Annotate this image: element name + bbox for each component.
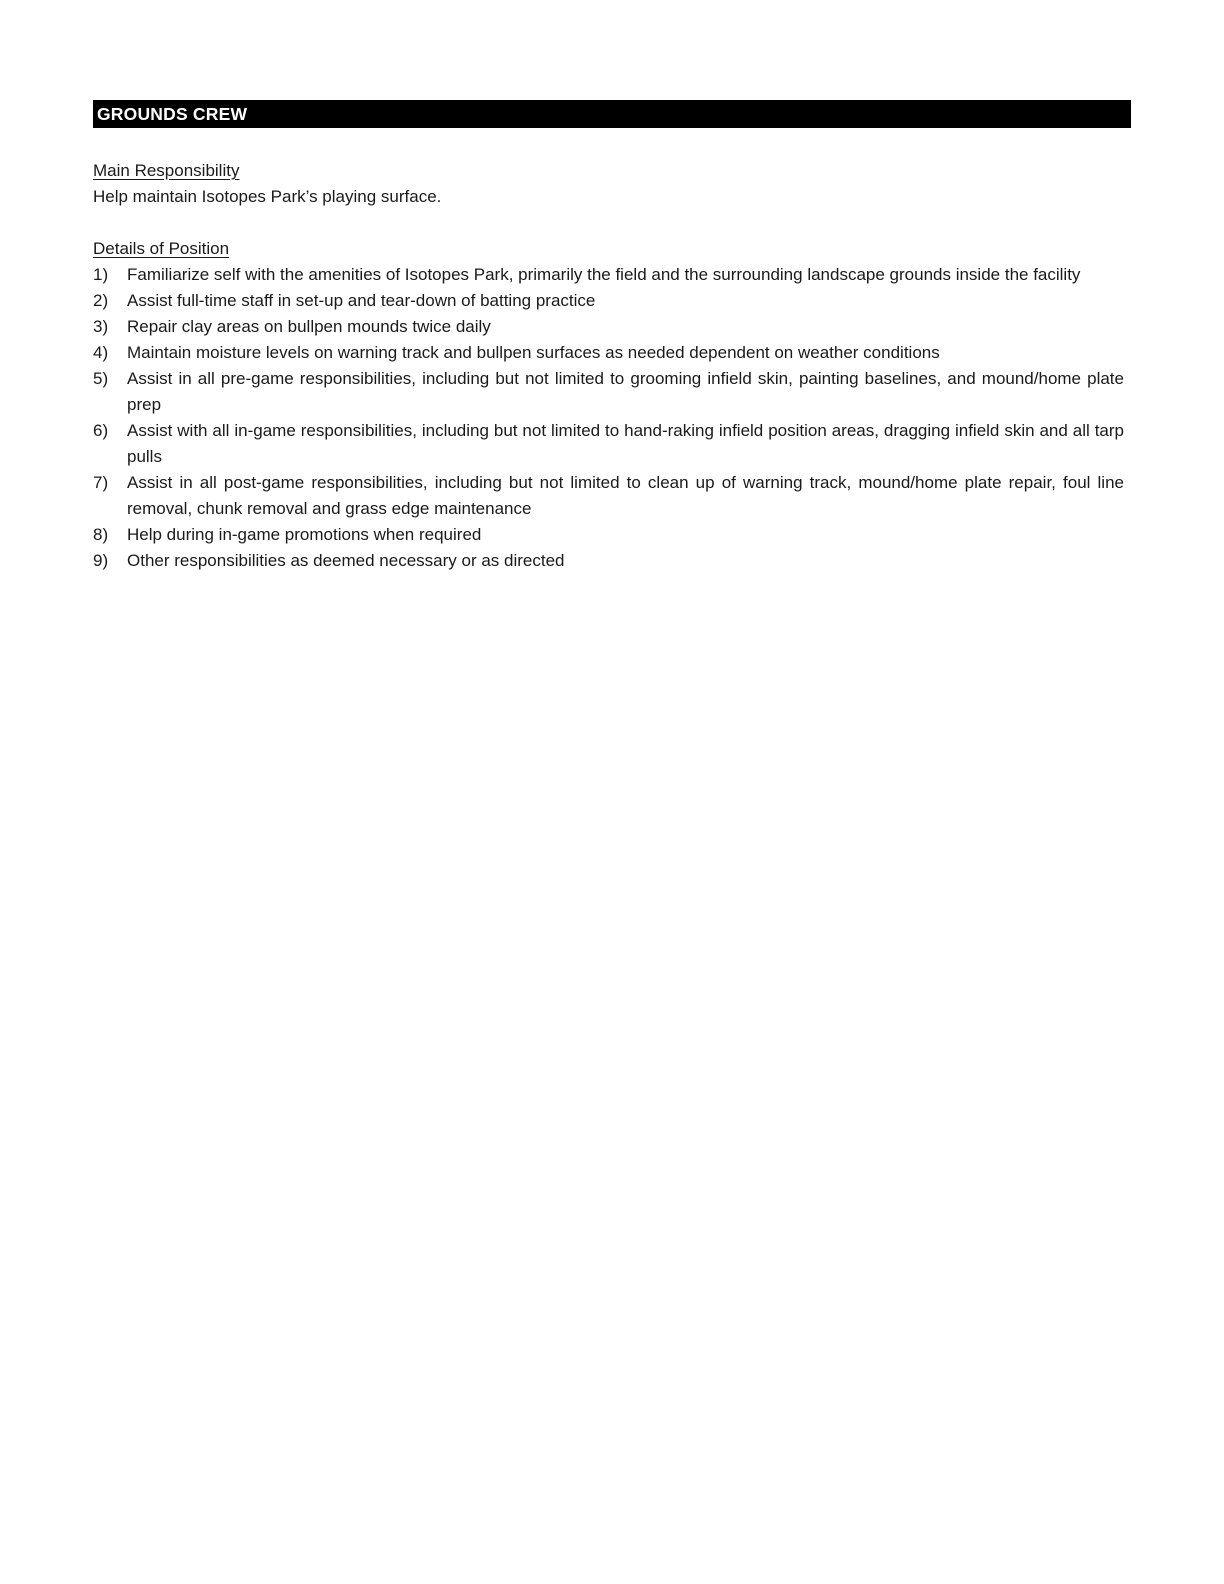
list-item-text: Other responsibilities as deemed necessary or as directed xyxy=(127,551,565,570)
details-list xyxy=(93,262,1124,574)
details-of-position-heading: Details of Position xyxy=(93,239,230,258)
page-content xyxy=(93,100,1131,574)
list-item-number: 5) xyxy=(93,369,109,388)
list-item xyxy=(93,262,1124,288)
list-item-number: 1) xyxy=(93,265,109,284)
list-item-text: Assist in all post-game responsibilities, including but not limited to clean up of warning track, mound/home plate repair, foul line removal, chunk removal and grass edge maintenance xyxy=(127,473,1124,518)
list-item-number: 6) xyxy=(93,421,109,440)
list-item xyxy=(93,548,1124,574)
main-responsibility-text: Help maintain Isotopes Park’s playing surface. xyxy=(93,187,442,206)
list-item xyxy=(93,366,1124,418)
list-item xyxy=(93,314,1124,340)
list-item-number: 4) xyxy=(93,343,109,362)
list-item-number: 8) xyxy=(93,525,109,544)
list-item-number: 7) xyxy=(93,473,109,492)
list-item-number: 2) xyxy=(93,291,109,310)
list-item xyxy=(93,288,1124,314)
list-item-number: 3) xyxy=(93,317,109,336)
list-item-text: Maintain moisture levels on warning track and bullpen surfaces as needed dependent on weather conditions xyxy=(127,343,940,362)
list-item-text: Help during in-game promotions when required xyxy=(127,525,482,544)
section-title-bar: GROUNDS CREW xyxy=(93,100,1131,128)
list-item xyxy=(93,340,1124,366)
spacer xyxy=(93,210,1131,236)
list-item-number: 9) xyxy=(93,551,109,570)
list-item xyxy=(93,418,1124,470)
list-item-text: Familiarize self with the amenities of Isotopes Park, primarily the field and the surrounding landscape grounds inside the facility xyxy=(127,265,1081,284)
list-item xyxy=(93,470,1124,522)
list-item-text: Assist with all in-game responsibilities, including but not limited to hand-raking infield position areas, dragging infield skin and all tarp pulls xyxy=(127,421,1124,466)
list-item-text: Repair clay areas on bullpen mounds twice daily xyxy=(127,317,491,336)
list-item xyxy=(93,522,1124,548)
list-item-text: Assist full-time staff in set-up and tear-down of batting practice xyxy=(127,291,596,310)
main-responsibility-heading: Main Responsibility xyxy=(93,161,240,180)
list-item-text: Assist in all pre-game responsibilities, including but not limited to grooming infield skin, painting baselines, and mound/home plate prep xyxy=(127,369,1124,414)
